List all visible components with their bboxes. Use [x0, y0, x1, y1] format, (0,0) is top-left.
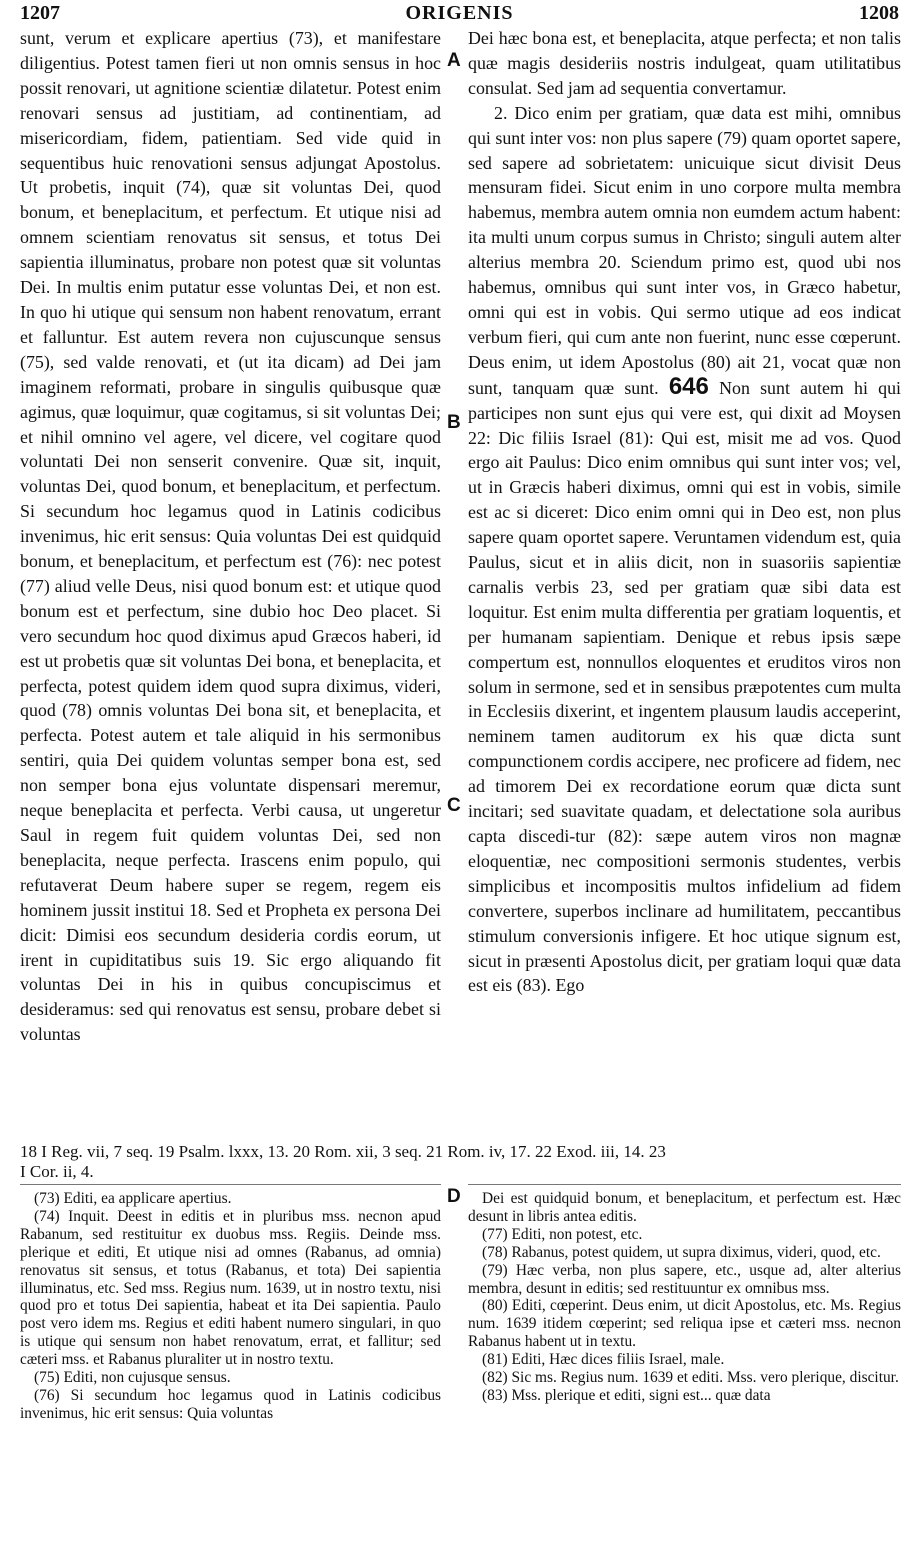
page-number-left: 1207: [20, 2, 60, 24]
note-74: (74) Inquit. Deest in editis et in pluribus mss. necnon apud Rabanum, sed restituitur ex duobus mss. Regiis. Deinde mss. plerique et editi, Et utique nisi ad omnes (Rabanus, ad omnia) renovatus sit sensus, et totus (Rabanus, et tota) Dei sapientia illuminatus, etc. Sed mss. Regius num. 1639, ut in nostro textu, nisi quod pro et totus Dei sapientia, habeat et ita Dei sapientia. Paulo post vero idem ms. Regius et editi habent numero singulari, in quo is utique qui sensum non habet renovatum, errat, et fallitur; sed cæteri mss. et Rabanus pluraliter ut in nostro textu.: [20, 1207, 441, 1369]
note-82: (82) Sic ms. Regius num. 1639 et editi. Mss. vero plerique, discitur.: [482, 1369, 899, 1387]
editorial-notes-right: [468, 1190, 901, 1405]
notes-divider-right: [468, 1184, 901, 1185]
editorial-notes-left: [20, 1190, 441, 1423]
note-83: (83) Mss. plerique et editi, signi est... quæ data: [482, 1386, 771, 1404]
notes-divider-left: [20, 1184, 441, 1185]
paragraph-2-part-b: Non sunt autem hi qui participes non sunt ejus qui vere est, qui dixit ad Moysen 22: Dic filiis Israel (81): Qui est, misit me ad vos. Quod ergo ait Paulus: Dico enim omnibus qui sunt inter vos; vel, ut in Græcis haberi diximus, omni qui est in vobis, simile est ac si diceret: Dico enim omni qui in Deo est, non plus sapere quam oportet sapere. Veruntamen videndum est, quia Paulus, sicut et in aliis dicit, non in suasoriis sapientiæ carnalis verbis 23, sed per gratiam quæ sibi data est loquitur. Est enim multa differentia per gratiam loquentis, et per humanam sapientiam. Denique et rebus ipsis sæpe compertum est, nonnullos eloquentes et eruditos viros non solum in sermone, sed et in sensibus præpotentes cum multa in Ecclesiis dixerint, et ingentem plausum laudis acceperint, neminem tamen auditorum ex his quæ dicta sunt compunctionem cordis accipere, nec proficere ad fidem, nec ad timorem Dei ex recordatione eorum quæ dicta sunt incitari; sed suavitate quadam, et delectatione sola auribus capta discedi-tur (82): sæpe autem viros non magnæ eloquentiæ, nec compositioni sermonis studentes, verbis simplicibus et incompositis multos infidelium ad fidem convertere, superbos inclinare ad humilitatem, peccantibus stimulum conversionis infigere. Et hoc utique signum est, sicut in præsenti Apostolus dicit, per gratiam loqui quæ data est eis (83). Ego: [468, 377, 901, 996]
margin-marker-b: B: [447, 412, 461, 433]
margin-marker-a: A: [447, 50, 461, 71]
note-78: (78) Rabanus, potest quidem, ut supra diximus, videri, quod, etc.: [482, 1243, 881, 1261]
left-column-text: sunt, verum et explicare apertius (73), et manifestare diligentius. Potest tamen fieri ut non omnis sensus in hoc possit renovari, ut agnitione scientiæ dilatetur. Potest enim renovari sensus ad justitiam, ad continentiam, ad misericordiam, fidem, patientiam. Sed vide quid in sequentibus huic renovationi sensus adjungat Apostolus. Ut probetis, inquit (74), quæ sit voluntas Dei, quod bonum, et beneplacitum, et perfectum. Et utique nisi ad omnem scientiam renovatus sit sensus, et totus Dei sapientia illuminatus, probare non potest quæ sit voluntas Dei. In multis enim putatur esse voluntas Dei, et non est. In quo hi utique qui sensum non habent renovatum, errant et falluntur. Est autem revera non cujuscunque sensus (75), sed valde renovati, et (ut ita dicam) ad Dei jam imaginem reformati, probare in singulis quibusque quæ agimus, quæ loquimur, quæ cogitamus, si sit voluntas Dei; et nihil omnino vel agere, vel dicere, vel cogitare quod voluntati Dei non senserit convenire. Quæ sit, inquit, voluntas Dei, quod bonum, et beneplacitum, et perfectum. Si secundum hoc legamus quod in Latinis codicibus invenimus, hic erit sensus: Quia voluntas Dei est quidquid bonum, et beneplacitum, et perfectum est (76): nec potest (77) aliud velle Deus, nisi quod bonum est: et utique quod bonum est et perfectum, sine dubio hoc Deo placet. Si vero secundum hoc quod diximus apud Græcos haberi, id est ut probetis quæ sit voluntas Dei bona, et beneplacita, et perfecta, potest quidem idem quod supra diximus, videri, quod (78) omnis voluntas Dei bona sit, et beneplacita, et perfecta. Potest autem et tale aliquid in his sermonibus sentiri, quia Dei quidem voluntas semper bona est, sed non semper bona ejus voluntate dispensari meremur, neque beneplacita et perfecta. Verbi causa, ut ungeretur Saul in regem fuit quidem voluntas Dei, sed non beneplacita, neque perfecta. Irascens enim populo, qui refutaverat Deum habere super se regem, regem eis hominem jussit institui 18. Sed et Propheta ex persona Dei dicit: Dimisi eos secundum desideria cordis eorum, ut irent in cupiditatibus suis 19. Sic ergo aliquando fit voluntas Dei in his in quibus concupiscimus et desideramus: sed qui renovatus est sensu, probare debet si voluntas: [20, 28, 441, 1045]
scripture-footnotes: 18 I Reg. vii, 7 seq. 19 Psalm. lxxx, 13. 20 Rom. xii, 3 seq. 21 Rom. iv, 17. 22 Exod. iii, 14. 23: [20, 1142, 666, 1161]
running-title: ORIGENIS: [405, 2, 514, 24]
right-column-paragraph-1: Dei hæc bona est, et beneplacita, atque perfecta; et non talis quæ magis desideriis nostris indulgeat, quam utilitatibus consulat. Sed jam ad sequentia convertamur.: [468, 28, 901, 98]
left-column: [20, 26, 441, 1047]
note-76-continued: Dei est quidquid bonum, et beneplacitum, et perfectum est. Hæc desunt in libris antea editis.: [468, 1190, 901, 1225]
page-number-right: 1208: [859, 2, 899, 24]
right-column-paragraph-2: [468, 101, 901, 999]
note-79: (79) Hæc verba, non plus sapere, etc., usque ad, alter alterius membra, desunt in editis; sed restituuntur ex omnibus mss.: [468, 1261, 901, 1297]
note-76: (76) Si secundum hoc legamus quod in Latinis codicibus invenimus, hic erit sensus: Quia voluntas: [20, 1386, 441, 1422]
margin-marker-c: C: [447, 795, 461, 816]
note-73: (73) Editi, ea applicare apertius.: [34, 1190, 232, 1207]
note-77: (77) Editi, non potest, etc.: [482, 1225, 643, 1243]
scripture-footnotes-continued: I Cor. ii, 4.: [20, 1162, 94, 1181]
note-75: (75) Editi, non cujusque sensus.: [34, 1369, 231, 1387]
inline-page-number: 646: [668, 372, 709, 400]
paragraph-2-part-a: 2. Dico enim per gratiam, quæ data est mihi, omnibus qui sunt inter vos: non plus sapere (79) quam oportet sapere, sed sapere ad sobrietatem: unicuique sicut divisit Deus mensuram fidei. Sicut enim in uno corpore multa membra habemus, membra autem omnia non eumdem actum habent: ita multi unum corpus sumus in Christo; singuli autem alter alterius membra 20. Sciendum primo est, quod ubi nos habemus, omnibus qui sunt inter vos, in Græco habetur, omni qui est in vobis. Qui sermo utique ad eos indicat verbum fieri, qui cum ante non fuerint, nunc esse cœperunt. Deus enim, ut idem Apostolus (80) ait 21, vocat quæ non sunt, tanquam quæ sunt.: [468, 102, 901, 398]
margin-marker-d: D: [447, 1186, 461, 1207]
note-81: (81) Editi, Hæc dices filiis Israel, male.: [482, 1351, 725, 1369]
note-80: (80) Editi, cœperint. Deus enim, ut dicit Apostolus, etc. Ms. Regius num. 1639 itidem cœperint; sed reliqua ipse et cæteri mss. necnon Rabanus habent ut in textu.: [468, 1297, 901, 1351]
page-header: [20, 2, 899, 28]
right-column: [468, 26, 901, 998]
